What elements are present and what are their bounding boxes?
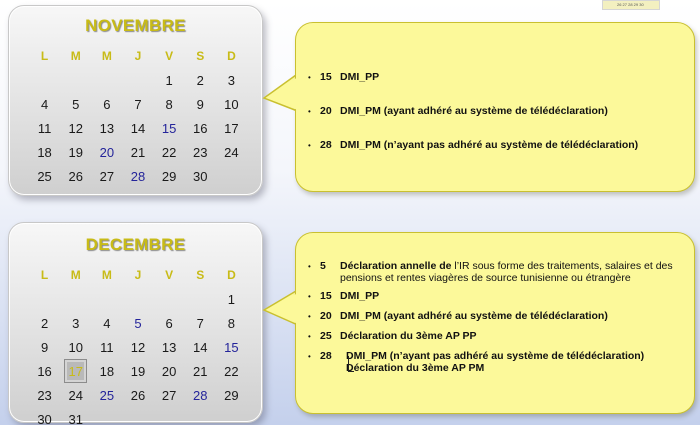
bracket-connector: [348, 356, 354, 372]
weekday-header: J: [134, 49, 142, 63]
empty-day-cell: [29, 68, 60, 92]
weekday-header: L: [40, 49, 49, 63]
day-cell[interactable]: 31: [68, 411, 83, 425]
weekday-header: D: [227, 49, 236, 63]
deadline-item: [308, 350, 686, 374]
day-cell[interactable]: 16: [37, 363, 52, 379]
deadline-text: [340, 290, 379, 304]
deadline-text-bold: DMI_PM (n’ayant pas adhéré au système de télédéclaration): [340, 139, 639, 151]
day-cell[interactable]: 14: [130, 120, 146, 136]
day-cell[interactable]: 7: [196, 315, 204, 331]
deadline-text: [340, 139, 638, 153]
bullet-icon: •: [308, 141, 311, 150]
day-cell[interactable]: 29: [161, 168, 177, 184]
corner-calendar-snippet: 26 27 28 29 30: [602, 0, 660, 10]
deadline-item: [308, 71, 686, 85]
deadline-day: 15: [320, 71, 332, 83]
day-cell[interactable]: 30: [37, 411, 52, 425]
day-cell[interactable]: 29: [224, 387, 239, 403]
empty-day-cell: [29, 287, 60, 311]
deadline-day: 25: [320, 330, 332, 342]
day-cell[interactable]: 28: [193, 387, 208, 403]
weekday-header: M: [70, 268, 81, 282]
day-cell[interactable]: 25: [37, 168, 52, 184]
day-cell[interactable]: 12: [130, 339, 146, 355]
day-cell[interactable]: 27: [99, 168, 115, 184]
month-title: NOVEMBRE: [85, 16, 186, 35]
empty-day-cell: [185, 287, 216, 311]
day-cell[interactable]: 19: [130, 363, 146, 379]
day-cell[interactable]: 8: [227, 315, 236, 331]
deadline-day: 28: [320, 350, 332, 362]
deadline-day: 20: [320, 105, 332, 117]
day-cell[interactable]: 30: [193, 168, 208, 184]
day-cell[interactable]: 8: [165, 96, 173, 112]
deadline-text-rest: l’IR sous forme des traitements, salaires et des pensions et rentes viagères de source tunisienne ou étrangère: [340, 260, 673, 284]
day-cell[interactable]: 26: [130, 387, 146, 403]
deadline-text: [340, 310, 608, 324]
day-cell[interactable]: 4: [103, 315, 111, 331]
day-cell[interactable]: 24: [224, 144, 239, 160]
deadline-text-bold: DMI_PM (ayant adhéré au système de télédéclaration): [340, 310, 608, 322]
deadline-item: [308, 139, 686, 153]
deadline-day: 20: [320, 310, 332, 322]
deadline-day: 5: [320, 260, 326, 272]
day-cell[interactable]: 14: [193, 339, 208, 355]
day-cell[interactable]: 3: [227, 72, 236, 88]
day-cell-current[interactable]: 17: [64, 359, 87, 383]
deadline-text-bold: DMI_PP: [340, 71, 380, 83]
bullet-icon: •: [308, 292, 311, 301]
day-cell[interactable]: 21: [193, 363, 208, 379]
calendar-november: [8, 5, 263, 196]
day-cell[interactable]: 1: [227, 291, 236, 307]
weekday-header: D: [227, 268, 236, 282]
deadline-item: [308, 260, 686, 284]
weekday-header: S: [196, 268, 205, 282]
day-cell[interactable]: 9: [40, 339, 49, 355]
day-cell[interactable]: 20: [161, 363, 177, 379]
deadline-text: Déclaration du 3ème AP PM: [346, 362, 485, 374]
deadline-text-bold: DMI_PP: [340, 290, 380, 302]
empty-day-cell: [91, 68, 122, 92]
deadline-list: [308, 260, 686, 380]
deadline-item: [308, 330, 686, 344]
day-cell[interactable]: 10: [68, 339, 83, 355]
deadline-text-bold: DMI_PM (ayant adhéré au système de télédéclaration): [340, 105, 608, 117]
calendar-grid: [29, 44, 247, 188]
deadline-text: [340, 330, 477, 344]
day-cell[interactable]: 18: [37, 144, 52, 160]
calendar-grid: [29, 263, 247, 425]
deadline-text: DMI_PM (n’ayant pas adhéré au système de télédéclaration): [346, 350, 645, 362]
day-cell[interactable]: 3: [72, 315, 80, 331]
weekday-header: M: [70, 49, 81, 63]
day-cell[interactable]: 21: [130, 144, 146, 160]
deadline-day: 28: [320, 139, 332, 151]
day-cell[interactable]: 2: [40, 315, 49, 331]
deadline-text: [340, 71, 379, 85]
day-cell[interactable]: 22: [224, 363, 239, 379]
day-cell[interactable]: 23: [37, 387, 52, 403]
day-cell[interactable]: 18: [99, 363, 115, 379]
calendar-december: [8, 222, 263, 423]
day-cell[interactable]: 13: [99, 120, 115, 136]
day-cell[interactable]: 7: [134, 96, 142, 112]
day-cell[interactable]: 25: [99, 387, 115, 403]
day-cell[interactable]: 28: [130, 168, 146, 184]
day-cell[interactable]: 9: [196, 96, 204, 112]
day-cell[interactable]: 12: [68, 120, 83, 136]
day-cell[interactable]: 10: [224, 96, 239, 112]
bullet-icon: •: [308, 352, 311, 361]
empty-day-cell: [60, 287, 91, 311]
deadline-item: [308, 310, 686, 324]
deadline-day: 15: [320, 290, 332, 302]
day-cell[interactable]: 6: [103, 96, 111, 112]
deadline-text-lines: [340, 350, 644, 374]
weekday-header: V: [165, 268, 174, 282]
deadline-text: [340, 260, 686, 284]
weekday-header: V: [165, 49, 174, 63]
day-cell[interactable]: 19: [68, 144, 83, 160]
month-title: DECEMBRE: [85, 235, 186, 254]
deadline-text: [340, 105, 608, 119]
weekday-header: M: [101, 49, 112, 63]
weekday-header: S: [196, 49, 205, 63]
november-deadlines-bubble: [295, 22, 695, 192]
deadline-list: [308, 71, 686, 173]
day-cell[interactable]: 27: [161, 387, 177, 403]
deadline-item: [308, 105, 686, 119]
day-cell[interactable]: 11: [37, 120, 52, 136]
empty-day-cell: [122, 287, 153, 311]
bullet-icon: •: [308, 262, 311, 271]
deadline-text-bold: Déclaration du 3ème AP PP: [340, 330, 477, 342]
day-cell[interactable]: 15: [224, 339, 239, 355]
empty-day-cell: [91, 287, 122, 311]
day-cell[interactable]: 26: [68, 168, 83, 184]
empty-day-cell: [154, 287, 185, 311]
deadline-text-bold: Déclaration annelle de: [340, 260, 452, 272]
day-cell[interactable]: 20: [99, 144, 115, 160]
bullet-icon: •: [308, 332, 311, 341]
bullet-icon: •: [308, 107, 311, 116]
weekday-header: J: [134, 268, 142, 282]
day-cell[interactable]: 11: [100, 339, 114, 355]
day-cell[interactable]: 16: [193, 120, 208, 136]
day-cell[interactable]: 22: [161, 144, 177, 160]
bullet-icon: •: [308, 312, 311, 321]
bullet-icon: •: [308, 73, 311, 82]
day-cell[interactable]: 1: [165, 72, 173, 88]
day-cell[interactable]: 17: [224, 120, 239, 136]
empty-day-cell: [60, 68, 91, 92]
day-cell[interactable]: 5: [72, 96, 80, 112]
day-cell[interactable]: 6: [165, 315, 173, 331]
day-cell[interactable]: 24: [68, 387, 83, 403]
deadline-item: [308, 290, 686, 304]
day-cell[interactable]: 13: [161, 339, 177, 355]
weekday-header: M: [101, 268, 112, 282]
day-cell[interactable]: 5: [134, 315, 142, 331]
weekday-header: L: [40, 268, 49, 282]
day-cell[interactable]: 23: [193, 144, 208, 160]
empty-day-cell: [122, 68, 153, 92]
december-deadlines-bubble: [295, 232, 695, 414]
day-cell[interactable]: 2: [196, 72, 204, 88]
day-cell[interactable]: 15: [161, 120, 177, 136]
day-cell[interactable]: 4: [40, 96, 49, 112]
